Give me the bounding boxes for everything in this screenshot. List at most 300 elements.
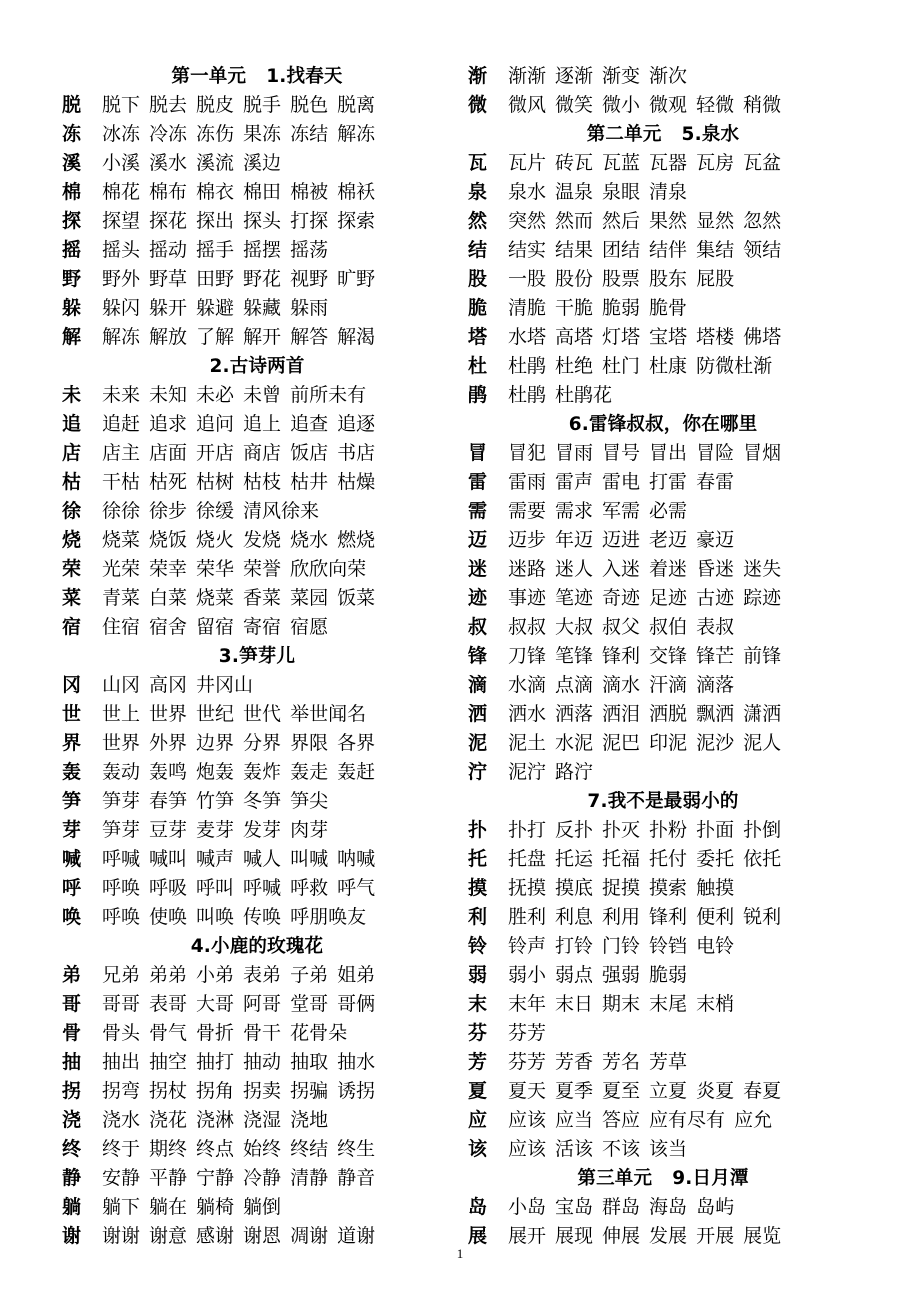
word-item: 泥人 <box>743 732 782 754</box>
headword-character: 杜 <box>468 355 488 377</box>
word-list <box>102 729 375 758</box>
word-item: 杜门 <box>602 355 641 377</box>
word-item: 饭菜 <box>337 587 376 609</box>
word-item: 浇花 <box>149 1109 188 1131</box>
word-item: 追查 <box>290 413 329 435</box>
headword-character: 鹃 <box>468 384 488 406</box>
word-item: 防微杜渐 <box>696 355 773 377</box>
word-item: 利用 <box>602 906 641 928</box>
word-list <box>102 671 253 700</box>
word-item: 末日 <box>555 993 594 1015</box>
word-item: 溪水 <box>149 152 188 174</box>
character-row <box>468 1193 858 1222</box>
word-item: 哥哥 <box>102 993 141 1015</box>
word-item: 年迈 <box>555 529 594 551</box>
word-item: 佛塔 <box>743 326 782 348</box>
word-item: 喊叫 <box>149 848 188 870</box>
headword-character: 躺 <box>62 1196 82 1218</box>
word-item: 浇地 <box>290 1109 329 1131</box>
word-item: 迷人 <box>555 558 594 580</box>
word-item: 轰走 <box>290 761 329 783</box>
word-list <box>102 381 375 410</box>
word-item: 炮轰 <box>196 761 235 783</box>
character-row <box>468 265 858 294</box>
word-item: 托盘 <box>508 848 547 870</box>
word-item: 笋尖 <box>290 790 329 812</box>
character-row <box>468 642 858 671</box>
word-item: 不该 <box>602 1138 641 1160</box>
word-list <box>102 1193 281 1222</box>
word-item: 棉衣 <box>196 181 235 203</box>
word-item: 渐次 <box>649 65 688 87</box>
word-item: 水塔 <box>508 326 547 348</box>
word-item: 烧水 <box>290 529 329 551</box>
word-list <box>508 1135 687 1164</box>
word-item: 水滴 <box>508 674 547 696</box>
word-item: 摇荡 <box>290 239 329 261</box>
headword-character: 股 <box>468 268 488 290</box>
word-item: 委托 <box>696 848 735 870</box>
character-row <box>468 700 858 729</box>
headword-character: 徐 <box>62 500 82 522</box>
word-item: 躺椅 <box>196 1196 235 1218</box>
word-item: 田野 <box>196 268 235 290</box>
word-item: 烧火 <box>196 529 235 551</box>
word-item: 豆芽 <box>149 819 188 841</box>
word-item: 举世闻名 <box>290 703 367 725</box>
word-item: 拐骗 <box>290 1080 329 1102</box>
word-item: 抚摸 <box>508 877 547 899</box>
word-item: 姐弟 <box>337 964 376 986</box>
headword-character: 洒 <box>468 703 488 725</box>
word-item: 果冻 <box>243 123 282 145</box>
word-item: 弱点 <box>555 964 594 986</box>
headword-character: 荣 <box>62 558 82 580</box>
word-item: 股份 <box>555 268 594 290</box>
word-item: 冻伤 <box>196 123 235 145</box>
word-item: 立夏 <box>649 1080 688 1102</box>
word-list <box>508 700 781 729</box>
word-list <box>508 1193 734 1222</box>
word-item: 冒号 <box>602 442 641 464</box>
word-item: 拐弯 <box>102 1080 141 1102</box>
character-row <box>468 62 858 91</box>
headword-character: 棉 <box>62 181 82 203</box>
word-item: 开店 <box>196 442 235 464</box>
word-item: 冻结 <box>290 123 329 145</box>
word-item: 小弟 <box>196 964 235 986</box>
character-row <box>62 207 452 236</box>
headword-character: 利 <box>468 906 488 928</box>
headword-character: 哥 <box>62 993 82 1015</box>
word-list <box>508 555 781 584</box>
word-item: 一股 <box>508 268 547 290</box>
word-item: 冒雨 <box>555 442 594 464</box>
word-list <box>508 671 734 700</box>
word-item: 香菜 <box>243 587 282 609</box>
word-list <box>508 178 687 207</box>
headword-character: 塔 <box>468 326 488 348</box>
word-item: 呼气 <box>337 877 376 899</box>
word-item: 锋利 <box>602 645 641 667</box>
character-row <box>468 439 858 468</box>
word-item: 抽出 <box>102 1051 141 1073</box>
word-item: 呼吸 <box>149 877 188 899</box>
word-item: 清静 <box>290 1167 329 1189</box>
word-list <box>102 149 281 178</box>
word-item: 锐利 <box>743 906 782 928</box>
word-item: 外界 <box>149 732 188 754</box>
word-item: 棉袄 <box>337 181 376 203</box>
word-item: 电铃 <box>696 935 735 957</box>
word-list <box>102 816 328 845</box>
headword-character: 微 <box>468 94 488 116</box>
word-list <box>508 874 734 903</box>
word-list <box>508 91 781 120</box>
character-row <box>468 932 858 961</box>
word-list <box>102 207 375 236</box>
word-item: 需要 <box>508 500 547 522</box>
word-item: 夏天 <box>508 1080 547 1102</box>
character-row <box>62 700 452 729</box>
word-item: 呼喊 <box>102 848 141 870</box>
character-row <box>468 1106 858 1135</box>
word-item: 迈步 <box>508 529 547 551</box>
word-list <box>102 1048 375 1077</box>
word-list <box>102 903 375 932</box>
word-item: 稍微 <box>743 94 782 116</box>
word-item: 集结 <box>696 239 735 261</box>
word-item: 事迹 <box>508 587 547 609</box>
word-item: 探头 <box>243 210 282 232</box>
headword-character: 躲 <box>62 297 82 319</box>
character-row <box>62 178 452 207</box>
word-item: 探望 <box>102 210 141 232</box>
word-item: 光荣 <box>102 558 141 580</box>
word-item: 野外 <box>102 268 141 290</box>
word-item: 脱下 <box>102 94 141 116</box>
word-item: 显然 <box>696 210 735 232</box>
lesson-title: 5.泉水 <box>681 124 740 145</box>
word-list <box>508 903 781 932</box>
word-item: 泥巴 <box>602 732 641 754</box>
character-row <box>62 1135 452 1164</box>
word-item: 春夏 <box>743 1080 782 1102</box>
word-list <box>508 497 687 526</box>
word-item: 铃声 <box>508 935 547 957</box>
word-item: 堂哥 <box>290 993 329 1015</box>
word-item: 浇湿 <box>243 1109 282 1131</box>
word-list <box>102 120 375 149</box>
character-row <box>62 816 452 845</box>
headword-character: 结 <box>468 239 488 261</box>
word-item: 世上 <box>102 703 141 725</box>
character-row <box>468 207 858 236</box>
character-row <box>62 236 452 265</box>
headword-character: 渐 <box>468 65 488 87</box>
word-item: 干枯 <box>102 471 141 493</box>
headword-character: 泉 <box>468 181 488 203</box>
word-item: 结果 <box>555 239 594 261</box>
word-item: 微观 <box>649 94 688 116</box>
character-row <box>62 91 452 120</box>
character-row <box>468 671 858 700</box>
character-row <box>468 1135 858 1164</box>
word-list <box>102 468 375 497</box>
word-item: 活该 <box>555 1138 594 1160</box>
word-item: 躺下 <box>102 1196 141 1218</box>
word-list <box>508 932 734 961</box>
headword-character: 锋 <box>468 645 488 667</box>
character-row <box>62 903 452 932</box>
word-item: 渐渐 <box>508 65 547 87</box>
word-item: 静音 <box>337 1167 376 1189</box>
word-list <box>102 584 375 613</box>
word-item: 轰鸣 <box>149 761 188 783</box>
word-item: 叫唤 <box>196 906 235 928</box>
word-item: 表弟 <box>243 964 282 986</box>
headword-character: 应 <box>468 1109 488 1131</box>
word-item: 打探 <box>290 210 329 232</box>
word-item: 老迈 <box>649 529 688 551</box>
word-item: 抽打 <box>196 1051 235 1073</box>
word-item: 追赶 <box>102 413 141 435</box>
word-item: 冒险 <box>696 442 735 464</box>
word-item: 脆弱 <box>602 297 641 319</box>
character-row <box>468 903 858 932</box>
word-item: 枯燥 <box>337 471 376 493</box>
character-row <box>468 468 858 497</box>
word-list <box>102 439 375 468</box>
word-item: 古迹 <box>696 587 735 609</box>
word-item: 徐步 <box>149 500 188 522</box>
word-item: 小溪 <box>102 152 141 174</box>
word-item: 锋利 <box>649 906 688 928</box>
word-item: 脱色 <box>290 94 329 116</box>
word-item: 寄宿 <box>243 616 282 638</box>
word-item: 温泉 <box>555 181 594 203</box>
word-item: 表哥 <box>149 993 188 1015</box>
word-item: 冷冻 <box>149 123 188 145</box>
word-item: 肉芽 <box>290 819 329 841</box>
word-item: 大叔 <box>555 616 594 638</box>
word-item: 枯树 <box>196 471 235 493</box>
word-item: 夏至 <box>602 1080 641 1102</box>
headword-character: 弱 <box>468 964 488 986</box>
word-list <box>508 149 781 178</box>
word-item: 呐喊 <box>337 848 376 870</box>
word-item: 枯死 <box>149 471 188 493</box>
word-item: 展现 <box>555 1225 594 1247</box>
word-list <box>102 613 328 642</box>
headword-character: 滴 <box>468 674 488 696</box>
character-row <box>62 758 452 787</box>
word-item: 店面 <box>149 442 188 464</box>
word-list <box>508 323 781 352</box>
word-item: 军需 <box>602 500 641 522</box>
lesson-heading <box>468 787 858 816</box>
headword-character: 宿 <box>62 616 82 638</box>
word-item: 应有尽有 <box>649 1109 726 1131</box>
headword-character: 唤 <box>62 906 82 928</box>
word-list <box>102 1077 375 1106</box>
page-number: 1 <box>456 1246 464 1261</box>
word-item: 烧饭 <box>149 529 188 551</box>
word-item: 追上 <box>243 413 282 435</box>
word-item: 探出 <box>196 210 235 232</box>
word-item: 子弟 <box>290 964 329 986</box>
word-item: 期末 <box>602 993 641 1015</box>
word-item: 高冈 <box>149 674 188 696</box>
word-item: 股票 <box>602 268 641 290</box>
word-item: 托运 <box>555 848 594 870</box>
headword-character: 浇 <box>62 1109 82 1131</box>
word-item: 笋芽 <box>102 790 141 812</box>
headword-character: 脆 <box>468 297 488 319</box>
word-list <box>102 1164 375 1193</box>
word-item: 终结 <box>290 1138 329 1160</box>
word-item: 宁静 <box>196 1167 235 1189</box>
word-item: 结伴 <box>649 239 688 261</box>
word-item: 昏迷 <box>696 558 735 580</box>
headword-character: 该 <box>468 1138 488 1160</box>
word-item: 竹笋 <box>196 790 235 812</box>
word-item: 然后 <box>602 210 641 232</box>
word-item: 兄弟 <box>102 964 141 986</box>
character-row <box>62 1106 452 1135</box>
word-item: 高塔 <box>555 326 594 348</box>
lesson-heading <box>62 352 452 381</box>
headword-character: 铃 <box>468 935 488 957</box>
word-item: 打铃 <box>555 935 594 957</box>
word-item: 谢意 <box>149 1225 188 1247</box>
word-list <box>508 613 734 642</box>
word-item: 抽水 <box>337 1051 376 1073</box>
word-list <box>508 207 781 236</box>
word-item: 喊人 <box>243 848 282 870</box>
word-item: 烧菜 <box>196 587 235 609</box>
word-item: 水泥 <box>555 732 594 754</box>
word-item: 世代 <box>243 703 282 725</box>
character-row <box>468 729 858 758</box>
word-item: 世界 <box>149 703 188 725</box>
character-row <box>62 497 452 526</box>
headword-character: 冻 <box>62 123 82 145</box>
headword-character: 芳 <box>468 1051 488 1073</box>
word-item: 瓦蓝 <box>602 152 641 174</box>
character-row <box>468 874 858 903</box>
word-item: 入迷 <box>602 558 641 580</box>
word-item: 棉花 <box>102 181 141 203</box>
word-item: 摸索 <box>649 877 688 899</box>
word-list <box>508 816 781 845</box>
headword-character: 弟 <box>62 964 82 986</box>
word-item: 强弱 <box>602 964 641 986</box>
character-row <box>62 729 452 758</box>
word-item: 夏季 <box>555 1080 594 1102</box>
word-item: 轰炸 <box>243 761 282 783</box>
word-item: 股东 <box>649 268 688 290</box>
word-list <box>102 91 375 120</box>
word-list <box>508 468 734 497</box>
word-list <box>508 990 734 1019</box>
word-list <box>102 990 375 1019</box>
word-list <box>102 1019 347 1048</box>
word-item: 叫喊 <box>290 848 329 870</box>
headword-character: 界 <box>62 732 82 754</box>
word-list <box>508 961 687 990</box>
headword-character: 托 <box>468 848 488 870</box>
word-item: 迈进 <box>602 529 641 551</box>
word-item: 足迹 <box>649 587 688 609</box>
headword-character: 骨 <box>62 1022 82 1044</box>
word-item: 炎夏 <box>696 1080 735 1102</box>
word-item: 芬芳 <box>508 1051 547 1073</box>
word-item: 逐渐 <box>555 65 594 87</box>
word-item: 杜绝 <box>555 355 594 377</box>
lesson-title: 6.雷锋叔叔，你在哪里 <box>568 414 758 435</box>
word-item: 青菜 <box>102 587 141 609</box>
word-item: 轻微 <box>696 94 735 116</box>
word-list <box>102 178 375 207</box>
word-item: 饭店 <box>290 442 329 464</box>
word-list <box>508 265 734 294</box>
headword-character: 拐 <box>62 1080 82 1102</box>
character-row <box>468 323 858 352</box>
word-item: 交锋 <box>649 645 688 667</box>
headword-character: 喊 <box>62 848 82 870</box>
word-item: 应该 <box>508 1109 547 1131</box>
word-item: 凋谢 <box>290 1225 329 1247</box>
character-row <box>62 613 452 642</box>
word-list <box>102 265 375 294</box>
word-item: 发展 <box>649 1225 688 1247</box>
two-column-layout <box>62 62 858 1247</box>
word-item: 脱手 <box>243 94 282 116</box>
character-row <box>468 526 858 555</box>
unit-title: 第三单元 <box>577 1168 653 1189</box>
character-row <box>62 468 452 497</box>
word-item: 呼叫 <box>196 877 235 899</box>
word-item: 群岛 <box>602 1196 641 1218</box>
character-row <box>468 816 858 845</box>
word-item: 依托 <box>743 848 782 870</box>
lesson-title: 9.日月潭 <box>672 1168 749 1189</box>
word-item: 笔迹 <box>555 587 594 609</box>
word-item: 瓦片 <box>508 152 547 174</box>
character-row <box>468 178 858 207</box>
word-item: 清脆 <box>508 297 547 319</box>
word-item: 杜鹃 <box>508 355 547 377</box>
word-item: 未必 <box>196 384 235 406</box>
word-item: 便利 <box>696 906 735 928</box>
word-item: 视野 <box>290 268 329 290</box>
headword-character: 泥 <box>468 732 488 754</box>
word-item: 躺倒 <box>243 1196 282 1218</box>
word-item: 荣幸 <box>149 558 188 580</box>
character-row <box>62 990 452 1019</box>
word-item: 刀锋 <box>508 645 547 667</box>
word-item: 汗滴 <box>649 674 688 696</box>
headword-character: 谢 <box>62 1225 82 1247</box>
lesson-title: 1.找春天 <box>266 66 343 87</box>
word-item: 躺在 <box>149 1196 188 1218</box>
word-item: 泉眼 <box>602 181 641 203</box>
word-item: 微笑 <box>555 94 594 116</box>
word-item: 芬芳 <box>508 1022 547 1044</box>
word-item: 安静 <box>102 1167 141 1189</box>
headword-character: 迹 <box>468 587 488 609</box>
